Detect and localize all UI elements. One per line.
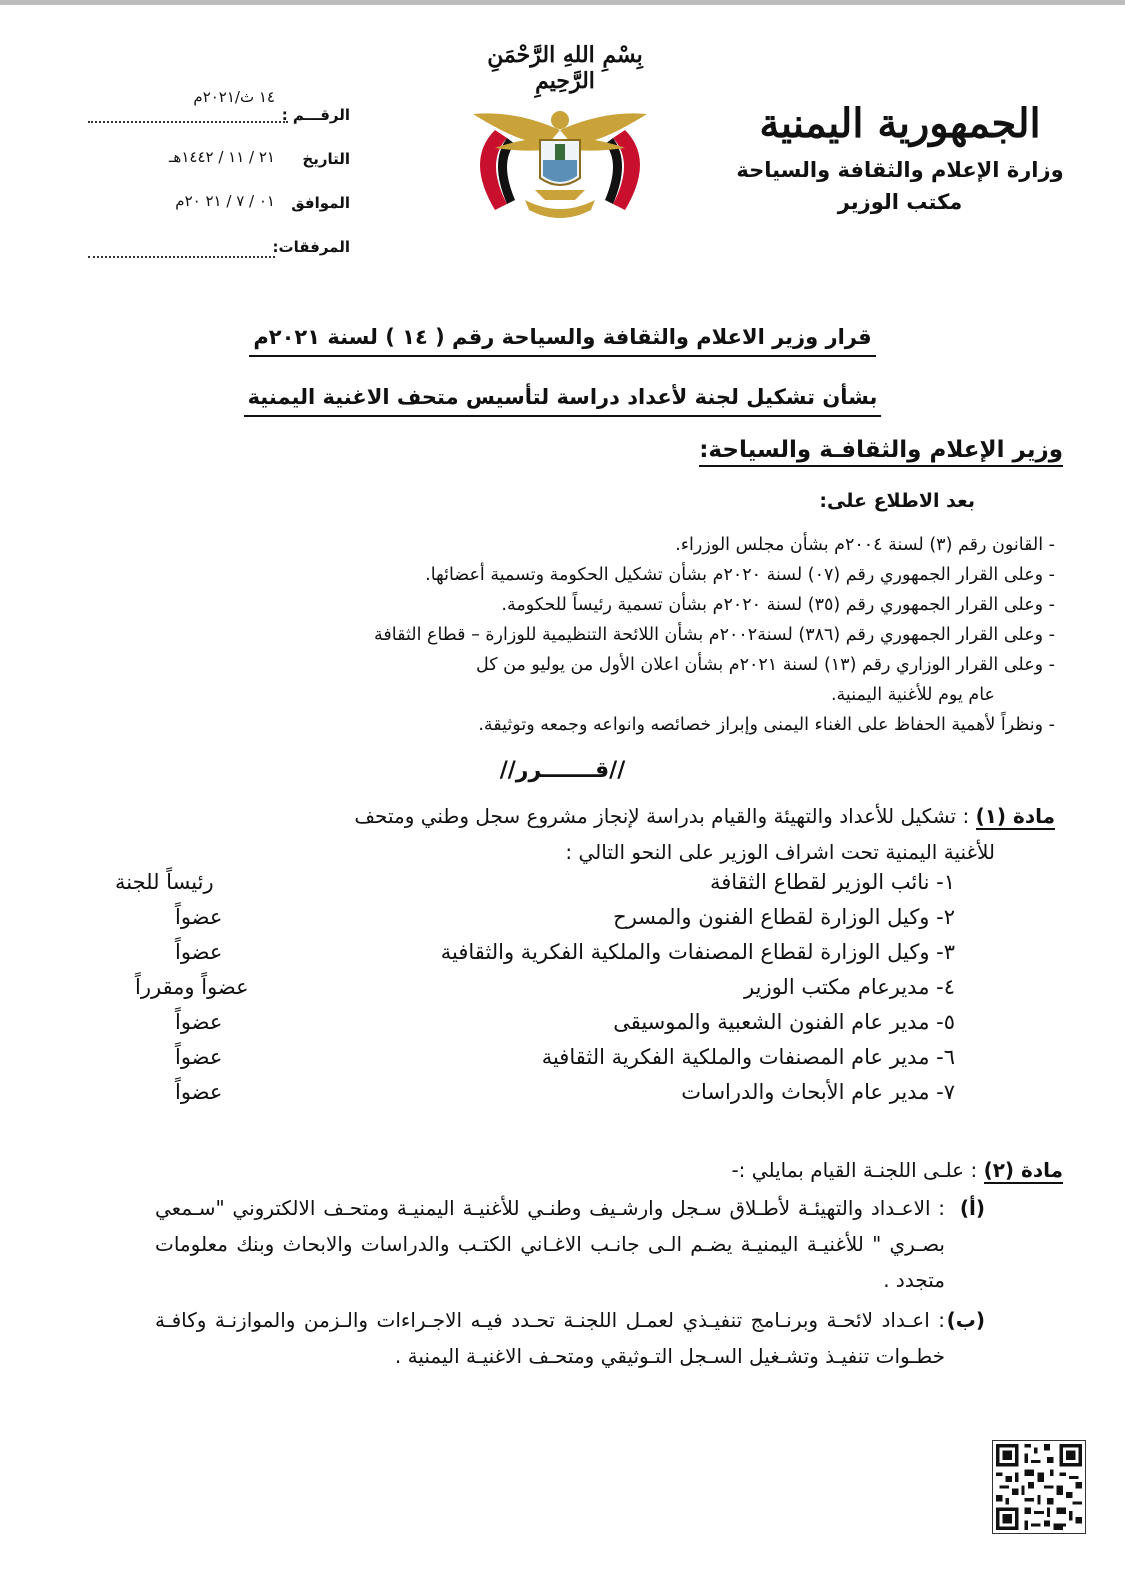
member-row xyxy=(135,975,955,1010)
reference-block xyxy=(80,88,350,264)
item-text: : اعـداد لائحـة وبرنـامج تنفيـذي لعمـل اللجنـة تحـدد فيـه الاجـراءات والـزمن والموازنـة وكافـة خطـوات تنفيـذ وتشـغيل السـجل التـوثيقي ومتحـف الاغنيـة اليمنية . xyxy=(155,1308,945,1368)
item-mark: (ب) xyxy=(946,1308,985,1332)
republic-name: الجمهورية اليمنية xyxy=(759,100,1041,147)
article-1-label: مادة (١) xyxy=(975,804,1055,828)
recital-continuation: عام يوم للأغنية اليمنية. xyxy=(830,685,995,705)
recital-item xyxy=(225,680,1055,710)
recital-item: - وعلى القرار الوزاري رقم (١٣) لسنة ٢٠٢١م بشأن اعلان الأول من يوليو من كل xyxy=(476,655,1055,675)
article-2-item xyxy=(155,1302,985,1374)
member-position: رئيساً للجنة xyxy=(115,870,214,894)
member-role: ٢- وكيل الوزارة لقطاع الفنون والمسرح xyxy=(613,905,955,929)
article-2 xyxy=(731,1158,1063,1182)
number-value: ١٤ ث/٢٠٢١م xyxy=(193,88,275,106)
article-2-intro: : علـى اللجنـة القيام بمايلي :- xyxy=(731,1158,978,1182)
decision-subject: بشأن تشكيل لجنة لأعداد دراسة لتأسيس متحف الاغنية اليمنية xyxy=(0,385,1125,409)
article-2-label: مادة (٢) xyxy=(983,1158,1063,1182)
eagle-emblem-icon xyxy=(455,100,665,230)
member-row xyxy=(115,870,955,905)
item-text: : الاعـداد والتهيئـة لأطـلاق سـجل وارشـيف وطنـي للأغنيـة اليمنيـة ومتحـف الالكتروني "سـمعي بصـري " للأغنيـة اليمنيـة يضـم الـى جانـب الاغـاني الكتـب والدراسات والابحاث وبنك معلومات متجدد . xyxy=(155,1196,945,1292)
member-row xyxy=(145,905,955,940)
member-role: ٥- مدير عام الفنون الشعبية والموسيقى xyxy=(613,1010,955,1034)
recital-item: - وعلى القرار الجمهوري رقم (٣٥) لسنة ٢٠٢٠م بشأن تسمية رئيساً للحكومة. xyxy=(501,595,1055,615)
member-role: ٤- مديرعام مكتب الوزير xyxy=(744,975,955,999)
number-label: الرقـــم : xyxy=(281,106,350,124)
member-position: عضواً xyxy=(175,1080,223,1104)
item-mark: (أ) xyxy=(959,1196,985,1220)
recital-item: - وعلى القرار الجمهوري رقم (٠٧) لسنة ٢٠٢٠م بشأن تشكيل الحكومة وتسمية أعضائها. xyxy=(425,565,1055,585)
member-row xyxy=(145,1010,955,1045)
corresponding-value: ٠١ / ٧ / ٢١ ٢٠م xyxy=(175,192,275,210)
date-label: التاريخ xyxy=(302,150,350,168)
letterhead xyxy=(735,95,1065,217)
recital-item: - ونظراً لأهمية الحفاظ على الغناء اليمنى وإبراز خصائصه وانواعه وجمعه وتوثيقة. xyxy=(478,715,1055,735)
member-role: ٦- مدير عام المصنفات والملكية الفكرية الثقافية xyxy=(541,1045,955,1069)
article-1 xyxy=(225,798,1055,870)
attachments-row xyxy=(80,220,350,264)
issuing-authority: وزير الإعلام والثقافـة والسياحة: xyxy=(699,437,1063,467)
member-role: ١- نائب الوزير لقطاع الثقافة xyxy=(710,870,955,894)
member-row xyxy=(145,1080,955,1115)
article-1-text: : تشكيل للأعداد والتهيئة والقيام بدراسة لإنجاز مشروع سجل وطني ومتحف xyxy=(354,804,970,828)
member-position: عضواً ومقرراً xyxy=(135,975,249,999)
reference-number-row xyxy=(80,88,350,132)
ministry-name: وزارة الإعلام والثقافة والسياحة xyxy=(736,158,1064,182)
member-role: ٧- مدير عام الأبحاث والدراسات xyxy=(681,1080,955,1104)
recital-item: - وعلى القرار الجمهوري رقم (٣٨٦) لسنة٢٠٠٢م بشأن اللائحة التنظيمية للوزارة – قطاع الثقافة xyxy=(374,625,1055,645)
member-row xyxy=(145,1045,955,1080)
article-1-text-continued: للأغنية اليمنية تحت اشراف الوزير على النحو التالي : xyxy=(565,840,995,864)
decision-title: قرار وزير الاعلام والثقافة والسياحة رقم ( ١٤ ) لسنة ٢٠٢١م xyxy=(0,325,1125,349)
article-2-items xyxy=(155,1190,985,1378)
member-position: عضواً xyxy=(175,1010,223,1034)
decided-heading: //قـــــــرر// xyxy=(499,758,626,783)
member-position: عضواً xyxy=(175,1045,223,1069)
after-review-heading: بعد الاطلاع على: xyxy=(819,490,975,512)
article-2-item xyxy=(155,1190,985,1298)
recital-item: - القانون رقم (٣) لسنة ٢٠٠٤م بشأن مجلس الوزراء. xyxy=(675,535,1055,555)
member-row xyxy=(145,940,955,975)
qr-code-icon xyxy=(992,1440,1086,1534)
bismillah: بِسْمِ اللهِ الرَّحْمَنِ الرَّحِيمِ xyxy=(487,42,643,94)
recitals-list xyxy=(225,530,1055,740)
corresponding-row xyxy=(80,176,350,220)
dotted-line xyxy=(88,256,275,258)
dotted-line xyxy=(88,121,288,123)
date-value: ٢١ / ١١ / ١٤٤٢هـ xyxy=(169,148,275,166)
member-position: عضواً xyxy=(175,940,223,964)
committee-members xyxy=(115,870,955,1115)
corresponding-label: الموافق xyxy=(291,194,350,212)
top-border xyxy=(0,0,1125,5)
attachments-label: المرفقات: xyxy=(272,238,350,256)
member-position: عضواً xyxy=(175,905,223,929)
office-name: مكتب الوزير xyxy=(837,190,963,214)
member-role: ٣- وكيل الوزارة لقطاع المصنفات والملكية الفكرية والثقافية xyxy=(440,940,955,964)
date-row xyxy=(80,132,350,176)
